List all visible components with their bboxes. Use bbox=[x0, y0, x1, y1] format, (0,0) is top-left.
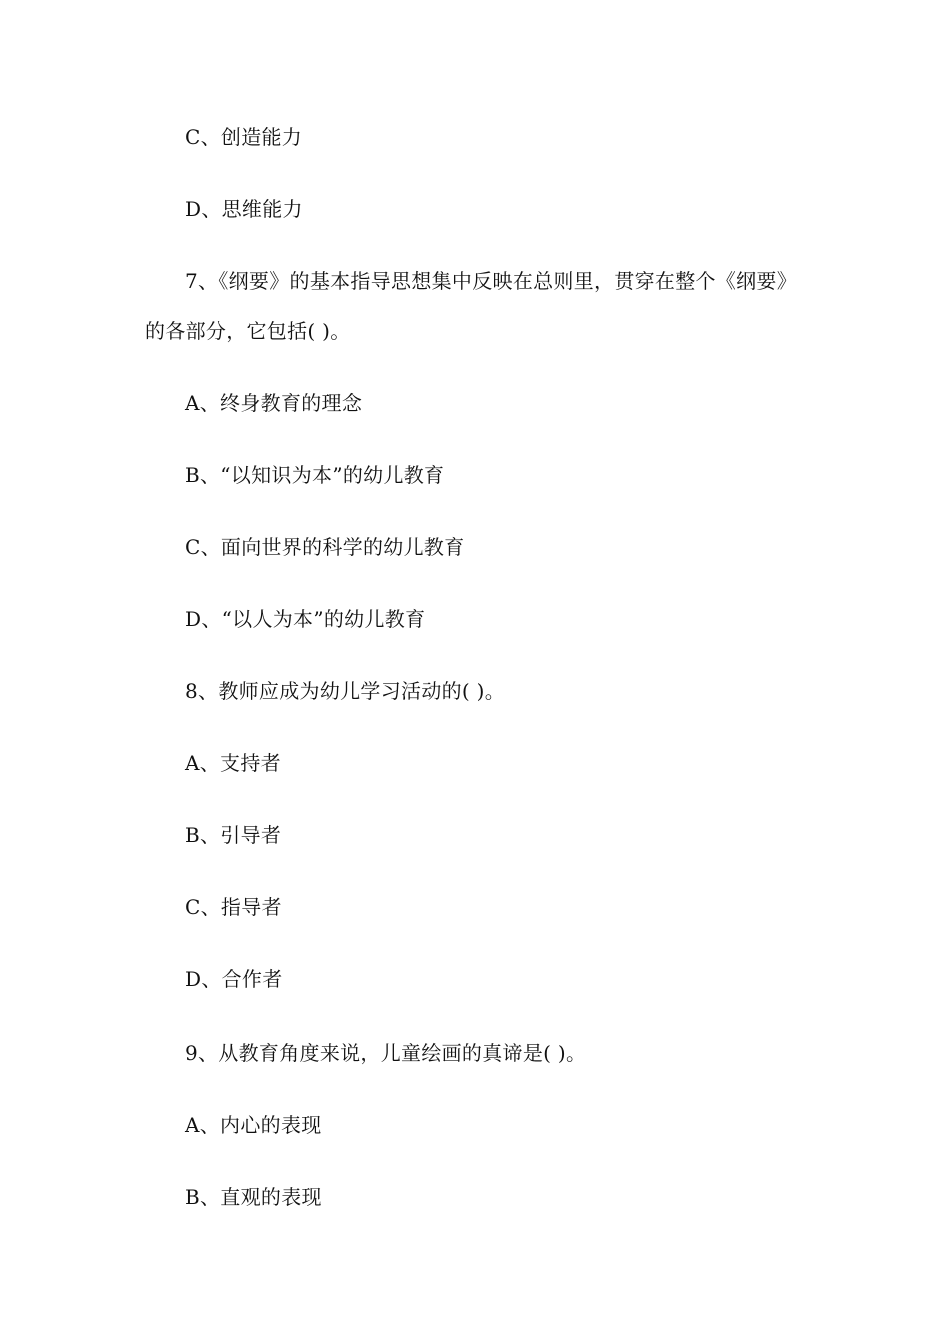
option-c-line: C、创造能力 bbox=[185, 125, 303, 149]
question-8-option-d: D、合作者 bbox=[185, 967, 283, 991]
question-8-option-a: A、支持者 bbox=[185, 751, 281, 775]
question-7-option-a: A、终身教育的理念 bbox=[185, 391, 363, 415]
question-8-line: 8、教师应成为幼儿学习活动的( )。 bbox=[185, 679, 506, 703]
question-7-option-b: B、“以知识为本”的幼儿教育 bbox=[185, 463, 445, 487]
option-d-line: D、思维能力 bbox=[185, 197, 303, 221]
question-8-option-b: B、引导者 bbox=[185, 823, 282, 847]
question-7-line-2: 的各部分，它包括( )。 bbox=[145, 319, 351, 343]
question-9-option-a: A、内心的表现 bbox=[185, 1113, 322, 1137]
question-7-option-d: D、“以人为本”的幼儿教育 bbox=[185, 607, 426, 631]
question-8-option-c: C、指导者 bbox=[185, 895, 282, 919]
question-7-line-1: 7、《纲要》的基本指导思想集中反映在总则里，贯穿在整个《纲要》 bbox=[185, 269, 798, 293]
question-7-option-c: C、面向世界的科学的幼儿教育 bbox=[185, 535, 465, 559]
question-9-option-b: B、直观的表现 bbox=[185, 1185, 322, 1209]
question-9-line: 9、从教育角度来说，儿童绘画的真谛是( )。 bbox=[185, 1041, 587, 1065]
